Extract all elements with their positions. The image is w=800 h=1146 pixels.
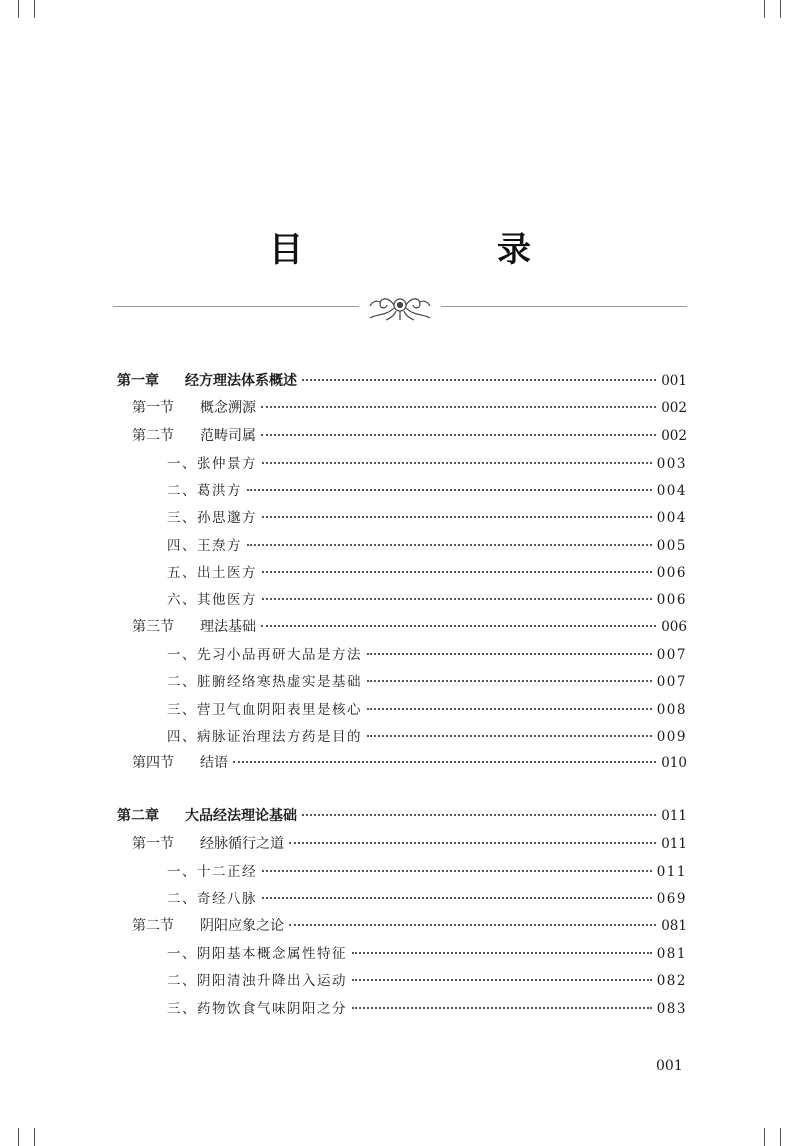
toc-entry-item[interactable] — [117, 479, 687, 506]
dot-leader — [262, 897, 652, 899]
dot-leader — [367, 708, 652, 710]
toc-entry-item[interactable] — [117, 887, 687, 914]
toc-entry-page: 004 — [656, 510, 687, 527]
toc-entry-item[interactable] — [117, 534, 687, 561]
toc-entry-title: 三、药物饮食气味阴阳之分 — [167, 1000, 347, 1017]
toc-entry-title: 二、阴阳清浊升降出入运动 — [167, 973, 347, 990]
dot-leader — [262, 571, 652, 573]
dot-leader — [262, 870, 652, 872]
toc-entry-label — [167, 588, 257, 608]
dot-leader — [261, 434, 656, 436]
toc-entry-label — [167, 643, 362, 663]
dot-leader — [261, 406, 656, 408]
toc-entry-label — [132, 915, 284, 935]
toc-entry-label — [132, 425, 256, 445]
dot-leader — [302, 379, 656, 381]
toc-entry-label — [167, 942, 347, 962]
toc-entry-item[interactable] — [117, 643, 687, 670]
toc-entry-item[interactable] — [117, 860, 687, 887]
toc-entry-number: 第三节 — [132, 618, 174, 635]
dot-leader — [289, 924, 656, 926]
toc-entry-number: 第二章 — [117, 808, 159, 825]
toc-entry-page: 082 — [656, 973, 687, 990]
toc-entry-label — [167, 534, 242, 554]
toc-entry-title: 经方理法体系概述 — [185, 373, 297, 389]
toc-entry-item[interactable] — [117, 942, 687, 969]
toc-entry-label — [167, 860, 257, 880]
crop-mark — [18, 1128, 19, 1146]
dot-leader — [367, 735, 652, 737]
toc-entry-label — [167, 887, 257, 907]
dot-leader — [367, 653, 652, 655]
toc-entry-item[interactable] — [117, 506, 687, 533]
toc-entry-title: 二、葛洪方 — [167, 483, 242, 500]
dot-leader — [262, 516, 652, 518]
toc-entry-page: 004 — [656, 483, 687, 500]
dot-leader — [247, 544, 652, 546]
toc-entry-section[interactable] — [117, 752, 687, 779]
toc-entry-number: 第一章 — [117, 373, 159, 389]
toc-entry-page: 011 — [661, 835, 687, 852]
toc-entry-label — [167, 725, 362, 745]
toc-entry-chapter[interactable] — [117, 370, 687, 397]
toc-entry-number: 第一节 — [132, 400, 174, 417]
toc-entry-label — [167, 698, 362, 718]
crop-mark — [764, 1128, 765, 1146]
crop-mark — [34, 0, 35, 18]
toc-entry-title: 阴阳应象之论 — [200, 917, 284, 934]
flourish-ornament-icon — [366, 290, 434, 324]
toc-entry-label — [167, 969, 347, 989]
toc-entry-title: 经脉循行之道 — [200, 835, 284, 852]
toc-entry-title: 一、张仲景方 — [167, 455, 257, 472]
toc-entry-page: 002 — [661, 400, 687, 417]
table-of-contents — [117, 370, 687, 1024]
toc-entry-page: 011 — [656, 864, 687, 881]
toc-entry-label — [132, 397, 256, 417]
toc-entry-title: 六、其他医方 — [167, 592, 257, 609]
toc-entry-title: 四、病脉证治理法方药是目的 — [167, 728, 362, 745]
dot-leader — [233, 761, 656, 763]
toc-entry-chapter[interactable] — [117, 805, 687, 832]
toc-entry-page: 010 — [661, 755, 687, 772]
toc-entry-page: 006 — [656, 565, 687, 582]
toc-entry-title: 理法基础 — [200, 618, 256, 635]
crop-mark — [780, 1128, 781, 1146]
toc-entry-number: 第二节 — [132, 917, 174, 934]
toc-entry-number: 第四节 — [132, 755, 174, 772]
title-rule-right — [441, 306, 687, 307]
dot-leader — [261, 625, 656, 627]
toc-entry-page: 008 — [656, 701, 687, 718]
toc-entry-label — [132, 833, 284, 853]
toc-entry-label — [167, 561, 257, 581]
toc-entry-page: 069 — [656, 891, 687, 908]
toc-entry-title: 三、营卫气血阴阳表里是核心 — [167, 701, 362, 718]
toc-entry-section[interactable] — [117, 425, 687, 452]
toc-entry-page: 003 — [656, 455, 687, 472]
page-number: 001 — [656, 1058, 683, 1074]
toc-entry-title: 结语 — [200, 755, 228, 772]
crop-mark — [764, 0, 765, 18]
dot-leader — [289, 842, 656, 844]
toc-entry-item[interactable] — [117, 588, 687, 615]
toc-entry-item[interactable] — [117, 452, 687, 479]
toc-entry-item[interactable] — [117, 725, 687, 752]
toc-entry-title: 四、王焘方 — [167, 537, 242, 554]
toc-entry-item[interactable] — [117, 969, 687, 996]
toc-entry-page: 011 — [661, 808, 687, 825]
toc-entry-title: 大品经法理论基础 — [185, 808, 297, 825]
toc-entry-page: 006 — [656, 592, 687, 609]
toc-entry-section[interactable] — [117, 397, 687, 424]
title-rule-left — [113, 306, 359, 307]
dot-leader — [352, 979, 652, 981]
toc-entry-title: 二、奇经八脉 — [167, 891, 257, 908]
toc-entry-title: 范畴司属 — [200, 427, 256, 444]
toc-entry-label — [132, 752, 228, 772]
toc-entry-number: 第一节 — [132, 835, 174, 852]
toc-entry-page: 081 — [656, 945, 687, 962]
dot-leader — [262, 598, 652, 600]
page-title: 目 录 — [269, 230, 611, 270]
dot-leader — [352, 952, 652, 954]
toc-entry-section[interactable] — [117, 833, 687, 860]
dot-leader — [302, 814, 656, 816]
toc-entry-title: 一、先习小品再研大品是方法 — [167, 646, 362, 663]
toc-entry-page: 007 — [656, 646, 687, 663]
toc-entry-item[interactable] — [117, 561, 687, 588]
toc-entry-title: 二、脏腑经络寒热虚实是基础 — [167, 674, 362, 691]
dot-leader — [352, 1007, 652, 1009]
crop-mark — [780, 0, 781, 18]
toc-entry-page: 081 — [661, 917, 687, 934]
toc-entry-title: 一、十二正经 — [167, 864, 257, 881]
toc-entry-page: 009 — [656, 728, 687, 745]
toc-entry-title: 五、出土医方 — [167, 565, 257, 582]
toc-entry-section[interactable] — [117, 616, 687, 643]
crop-mark — [18, 0, 19, 18]
toc-entry-label — [167, 506, 257, 526]
toc-entry-label — [167, 997, 347, 1017]
toc-entry-page: 002 — [661, 427, 687, 444]
toc-entry-section[interactable] — [117, 915, 687, 942]
toc-entry-page: 005 — [656, 537, 687, 554]
dot-leader — [262, 462, 652, 464]
toc-entry-label — [167, 479, 242, 499]
toc-entry-label — [167, 452, 257, 472]
toc-entry-title: 三、孙思邈方 — [167, 510, 257, 527]
toc-entry-title: 概念溯源 — [200, 400, 256, 417]
dot-leader — [367, 680, 652, 682]
toc-entry-item[interactable] — [117, 997, 687, 1024]
toc-entry-title: 一、阴阳基本概念属性特征 — [167, 945, 347, 962]
toc-entry-label — [167, 670, 362, 690]
toc-entry-page: 006 — [661, 618, 687, 635]
toc-entry-number: 第二节 — [132, 427, 174, 444]
toc-entry-page: 001 — [661, 373, 687, 389]
toc-entry-label — [117, 370, 297, 390]
toc-entry-item[interactable] — [117, 698, 687, 725]
toc-entry-label — [117, 805, 297, 825]
toc-entry-page: 083 — [656, 1000, 687, 1017]
toc-entry-label — [132, 616, 256, 636]
toc-entry-item[interactable] — [117, 670, 687, 697]
dot-leader — [247, 489, 652, 491]
toc-entry-page: 007 — [656, 674, 687, 691]
crop-mark — [34, 1128, 35, 1146]
